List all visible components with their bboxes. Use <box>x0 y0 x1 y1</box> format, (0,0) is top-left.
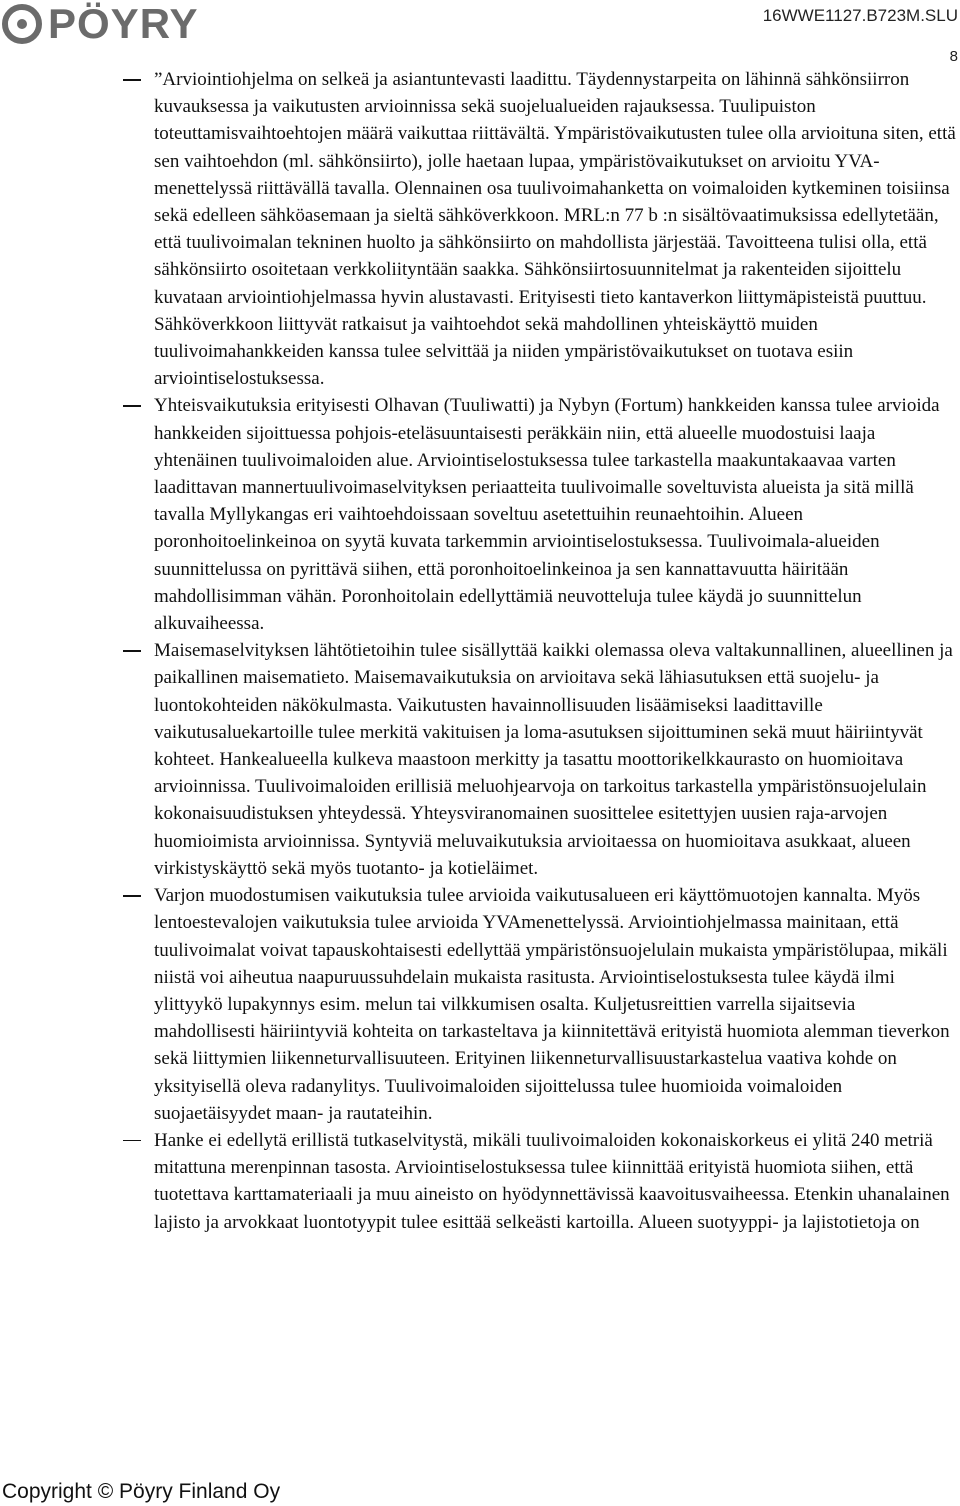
dash-bullet-icon <box>123 79 141 81</box>
list-item-text: Yhteisvaikutuksia erityisesti Olhavan (Tuuliwatti) ja Nybyn (Fortum) hankkeiden kanssa tulee arvioida hankkeiden sijoittuessa pohjois-eteläsuuntaisesti peräkkäin niin, että alueelle muodostuisi laaja yhtenäinen tuulivoimaloiden alue. Arviointiselostuksessa tulee tarkastella maakuntakaavaa varten laadittavan mannertuulivoimaselvityksen periaatteita tuulivoimalle soveltuvista alueista ja sitä millä tavalla Myllykangas eri vaihtoehdoissaan soveltuu asetettuihin reunaehtoihin. Alueen poronhoitoelinkeinoa on syytä kuvata tarkemmin arviointiselostuksessa. Tuulivoimala-alueiden suunnittelussa on pyrittävä siihen, että poronhoitoelinkeinoa ja sen kannattavuutta häiritään mahdollisimman vähän. Poronhoitolain edellyttämiä neuvotteluja tulee käydä jo suunnittelun alkuvaiheessa. <box>154 395 940 635</box>
list-item-text: Maisemaselvityksen lähtötietoihin tulee sisällyttää kaikki olemassa oleva valtakunnallinen, alueellinen ja paikallinen maisematieto. Maisemavaikutuksia on arvioitava sekä lähiasutuksen että suojelu- ja luontokohteiden näkökulmasta. Vaikutusten havainnollisuuden lisäämiseksi laadittaville vaikutusaluekartoille tulee merkitä vakituisen ja loma-asutuksen sijoittuminen sekä muut häiriintyvät kohteet. Hankealueella kulkeva maastoon merkitty ja tasattu moottorikelkkaurasto on huomioitava arvioinnissa. Tuulivoimaloiden erillisiä meluohjearvoja on tarkoitus tarkastella ympäristönsuojelulain kokonaisuudistuksen yhteydessä. Yhteysviranomainen suosittelee esitettyjen uusien raja-arvojen huomioimista arvioinnissa. Syntyviä meluvaikutuksia arvioitaessa on huomioitava asukkaat, alueen virkistyskäyttö sekä myös tuotanto- ja kotieläimet. <box>154 640 953 879</box>
dash-bullet-icon <box>123 1140 141 1142</box>
list-item <box>0 882 960 1127</box>
list-item <box>0 1127 960 1236</box>
list-item <box>0 637 960 882</box>
list-item-text: Varjon muodostumisen vaikutuksia tulee arvioida vaikutusalueen eri käyttömuotojen kannalta. Myös lentoestevalojen vaikutuksia tulee arvioida YVAmenettelyssä. Arviointiohjelmassa mainitaan, että tuulivoimalat voivat tapauskohtaisesti edellyttää ympäristönsuojelulain mukaista ympäristölupaa, mikäli niistä voi aiheutua naapuruussuhdelain mukaista rasitusta. Arviointiselostuksesta tulee käydä ilmi ylittyykö lupakynnys esim. melun tai vilkkumisen osalta. Kuljetusreittien varrella sijaitsevia mahdollisesti häiriintyviä kohteita on tarkasteltava ja kiinnitettävä erityistä huomiota alemman tieverkon sekä liittymien liikenneturvallisuuteen. Erityinen liikenneturvallisuustarkastelua vaativa kohde on yksityisellä oleva radanylitys. Tuulivoimaloiden sijoittelussa tulee huomioida voimaloiden suojaetäisyydet maan- ja rautateihin. <box>154 885 950 1124</box>
list-item-text: ”Arviointiohjelma on selkeä ja asiantuntevasti laadittu. Täydennystarpeita on lähinnä sähkönsiirron kuvauksessa ja vaikutusten arvioinnissa sekä suojelualueiden rajauksessa. Tuulipuiston toteuttamisvaihtoehtojen määrä vaikuttaa riittävältä. Ympäristövaikutusten tulee olla arvioituna siten, että sen vaihtoehdon (ml. sähkönsiirto), jolle haetaan lupaa, ympäristövaikutukset on arvioitu YVA-menettelyssä riittävällä tavalla. Olennainen osa tuulivoimahanketta on voimaloiden kytkeminen toisiinsa sekä edelleen sähköasemaan ja sieltä sähköverkkoon. MRL:n 77 b :n sisältövaatimuksissa edellytetään, että tuulivoimalan tekninen huolto ja sähkönsiirto on mahdollista järjestää. Tavoitteena tulisi olla, että sähkönsiirto osoitetaan verkkoliityntään saakka. Sähkönsiirtosuunnitelmat ja rakenteiden sijoittelu kuvataan arviointiohjelmassa hyvin alustavasti. Erityisesti tieto kantaverkon liittymäpisteistä puuttuu. Sähköverkkoon liittyvät ratkaisut ja vaihtoehdot sekä mahdollinen yhteiskäyttö muiden tuulivoimahankkeiden kanssa tulee selvittää ja niiden ympäristövaikutukset on tuotava esiin arviointiselostuksessa. <box>154 69 956 390</box>
list-item <box>0 392 960 637</box>
logo-wordmark: PÖYRY <box>48 0 199 47</box>
page-header <box>0 0 960 65</box>
company-logo <box>2 0 199 47</box>
copyright-footer: Copyright © Pöyry Finland Oy <box>2 1480 281 1503</box>
dash-bullet-icon <box>123 895 141 897</box>
document-code: 16WWE1127.B723M.SLU <box>762 6 958 25</box>
poyry-logo-icon <box>2 4 42 44</box>
list-item <box>0 66 960 392</box>
document-body <box>0 66 960 1236</box>
list-item-text: Hanke ei edellytä erillistä tutkaselvitystä, mikäli tuulivoimaloiden kokonaiskorkeus ei ylitä 240 metriä mitattuna merenpinnan tasosta. Arviointiselostuksessa tulee kiinnittää erityistä huomiota siihen, että tuotettava karttamateriaali ja muu aineisto on hyödynnettävissä kaavoitusvaiheessa. Etenkin uhanalainen lajisto ja arvokkaat luontotyypit tulee esittää selkeästi kartoilla. Alueen suotyyppi- ja lajistotietoja on <box>154 1129 950 1233</box>
page-number: 8 <box>949 48 958 65</box>
dash-bullet-icon <box>123 405 141 407</box>
dash-bullet-icon <box>123 650 141 652</box>
